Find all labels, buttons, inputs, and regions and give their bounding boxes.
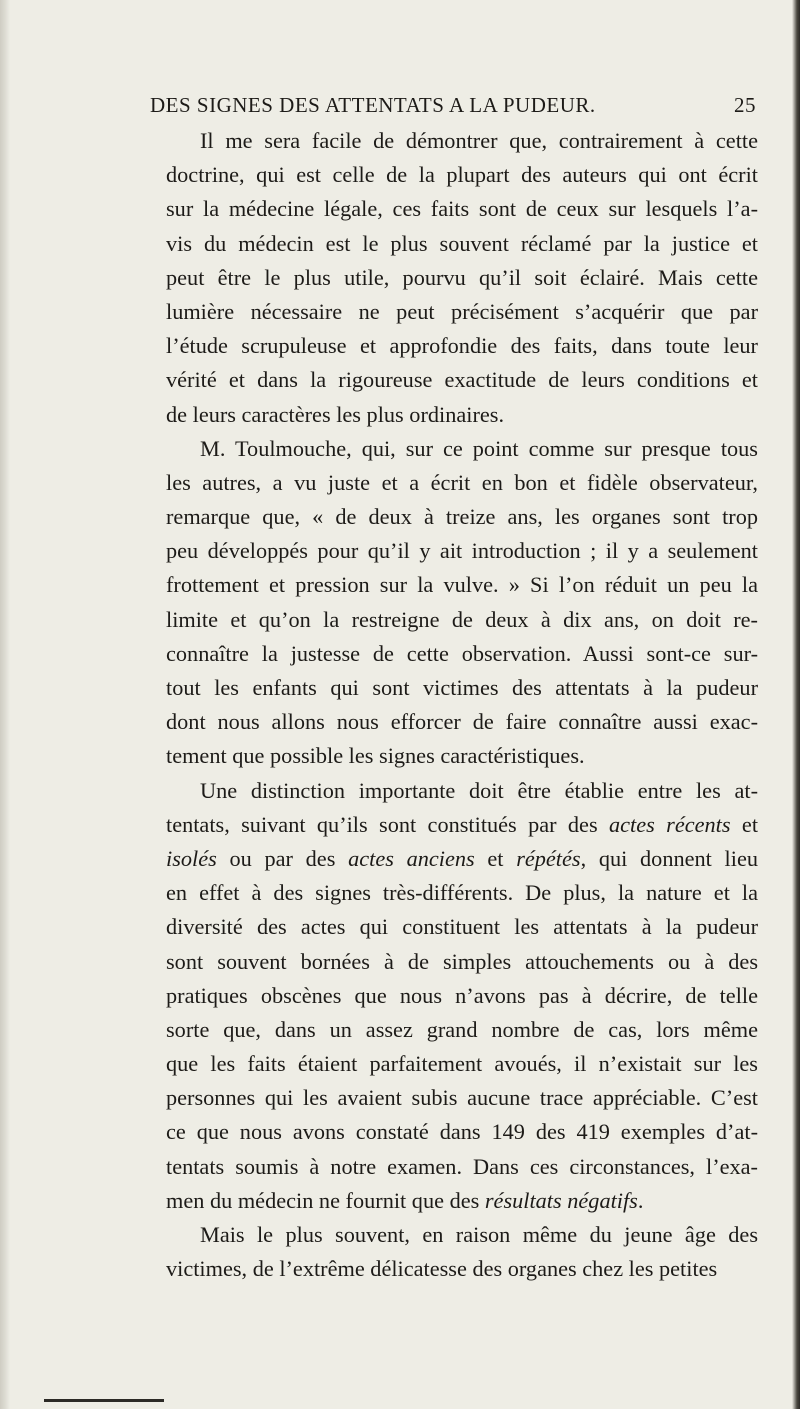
italic-text: résultats négatifs [484,1187,638,1213]
text-segment: connaître la justesse de cette observation. Aussi sont-ce sur- [166,640,758,666]
text-line [166,227,758,261]
text-line [166,432,758,466]
text-segment: doctrine, qui est celle de la plupart des auteurs qui ont écrit [166,162,758,188]
text-segment: tement que possible les signes caractéristiques. [166,743,585,769]
text-segment: sont souvent bornées à de simples attouchements ou à des [166,948,758,974]
text-segment: diversité des actes qui constituent les attentats à la pudeur [166,914,758,940]
text-segment: lumière nécessaire ne peut précisément s’acquérir que par [166,298,758,324]
text-segment: limite et qu’on la restreigne de deux à dix ans, on doit re- [166,606,758,632]
text-segment: sur la médecine légale, ces faits sont de ceux sur lesquels l’a- [166,196,758,222]
text-segment: dont nous allons nous efforcer de faire connaître aussi exac- [166,709,758,735]
text-segment: vérité et dans la rigoureuse exactitude de leurs conditions et [166,367,758,393]
text-line [166,1184,758,1218]
text-line [166,534,758,568]
text-line [166,808,758,842]
text-segment: et [730,811,759,837]
paragraph [166,1218,758,1286]
text-line [166,568,758,602]
text-line [166,979,758,1013]
text-segment: tout les enfants qui sont victimes des attentats à la pudeur [166,675,758,700]
text-segment: Mais le plus souvent, en raison même du jeune âge des [200,1222,758,1247]
text-line [166,1115,758,1149]
page-number: 25 [734,93,756,117]
text-segment: victimes, de l’extrême délicatesse des organes chez les petites [166,1256,718,1282]
body-text [166,124,758,1286]
text-segment: ou par des [216,845,349,871]
paragraph [166,432,758,774]
paragraph [166,774,758,1218]
text-line [166,295,758,329]
text-line [166,1013,758,1047]
scan-edge-mark [44,1399,164,1402]
text-segment: remarque que, « de deux à treize ans, les organes sont trop [166,504,758,530]
text-line [166,637,758,671]
text-segment: pratiques obscènes que nous n’avons pas à décrire, de telle [166,982,758,1008]
running-head [150,90,756,120]
text-segment: personnes qui les avaient subis aucune trace appréciable. C’est [166,1085,758,1111]
text-line [166,466,758,500]
text-line [166,739,758,773]
text-segment: vis du médecin est le plus souvent réclamé par la justice et [166,230,758,256]
text-segment: men du médecin ne fournit que des [166,1187,485,1213]
text-segment: peu développés pour qu’il y ait introduction ; il y a seulement [166,538,758,564]
text-segment: et [474,845,517,871]
text-segment: l’étude scrupuleuse et approfondie des faits, dans toute leur [166,333,758,359]
text-segment: sorte que, dans un assez grand nombre de cas, lors même [166,1016,758,1042]
italic-text: répétés [516,845,581,871]
text-line [166,1252,758,1286]
text-line [166,910,758,944]
text-line [166,329,758,363]
paragraph [166,124,758,432]
text-segment: que les faits étaient parfaitement avoués, il n’existait sur les [166,1051,758,1077]
text-line [166,603,758,637]
text-segment: tentats soumis à notre examen. Dans ces circonstances, l’exa- [166,1153,758,1179]
text-segment: tentats, suivant qu’ils sont constitués par des [166,811,609,837]
text-segment: de leurs caractères les plus ordinaires. [166,401,505,427]
page-binding-shadow [0,0,10,1409]
text-line [166,945,758,979]
text-segment: Il me sera facile de démontrer que, contrairement à cette [200,128,758,153]
text-line [166,671,758,705]
text-line [166,1081,758,1115]
text-line [166,876,758,910]
text-line [166,192,758,226]
text-line [166,1047,758,1081]
text-line [166,774,758,808]
text-segment: frottement et pression sur la vulve. » Si l’on réduit un peu la [166,572,758,598]
running-head-title: DES SIGNES DES ATTENTATS A LA PUDEUR. [150,93,596,117]
text-line [166,842,758,876]
italic-text: isolés [166,845,217,871]
text-line [166,500,758,534]
text-line [166,398,758,432]
italic-text: actes anciens [348,845,475,871]
text-line [166,1150,758,1184]
text-line [166,158,758,192]
text-line [166,1218,758,1252]
text-segment: peut être le plus utile, pourvu qu’il soit éclairé. Mais cette [166,264,758,290]
italic-text: actes récents [609,811,731,837]
text-segment: les autres, a vu juste et a écrit en bon et fidèle observateur, [166,469,758,495]
text-segment: ce que nous avons constaté dans 149 des 419 exemples d’at- [166,1119,758,1145]
text-line [166,363,758,397]
text-segment: , qui donnent lieu [580,845,758,871]
page-edge-shadow [792,0,800,1409]
text-line [166,261,758,295]
text-segment: Une distinction importante doit être établie entre les at- [200,777,758,803]
text-line [166,705,758,739]
text-segment: en effet à des signes très-différents. De plus, la nature et la [166,880,758,906]
text-segment: M. Toulmouche, qui, sur ce point comme sur presque tous [200,435,758,461]
text-line [166,124,758,158]
text-segment: . [637,1187,644,1213]
